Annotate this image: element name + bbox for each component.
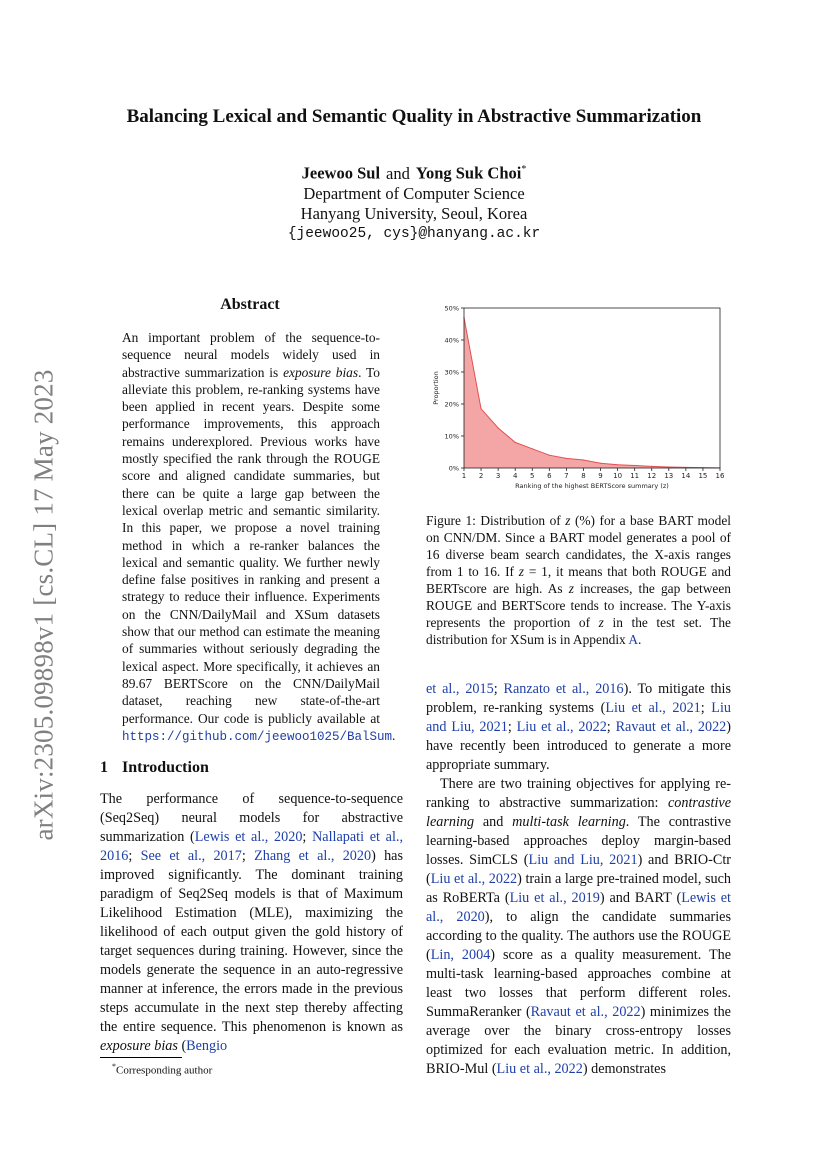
citation-link[interactable]: Lewis et al., 2020	[426, 890, 731, 925]
body-text: ;	[700, 700, 712, 716]
citation-link[interactable]: et al., 2015	[426, 681, 494, 697]
x-tick-label: 16	[715, 472, 725, 480]
intro-text: ;	[241, 848, 255, 864]
intro-text: ;	[128, 848, 141, 864]
x-tick-label: 14	[681, 472, 691, 480]
intro-text: (	[177, 1038, 187, 1054]
data-point	[532, 448, 533, 449]
data-point	[498, 427, 499, 428]
code-url-link[interactable]: https://github.com/jeewoo1025/BalSum	[122, 729, 393, 744]
body-text: ) train a large pre-trained model, such as RoBERTa (	[426, 871, 731, 906]
right-column-text	[426, 680, 731, 1079]
data-point	[617, 464, 618, 465]
citation-link[interactable]: Liu et al., 2019	[509, 890, 600, 906]
caption-variable: z	[518, 564, 525, 579]
x-tick-label: 12	[647, 472, 657, 480]
data-point	[515, 442, 516, 443]
abstract-emphasis: exposure bias	[283, 364, 359, 380]
footnote	[112, 1062, 212, 1077]
citation-link[interactable]: Lewis et al., 2020	[194, 829, 303, 845]
x-tick-label: 5	[530, 472, 535, 480]
author-email: {jeewoo25, cys}@hanyang.ac.kr	[287, 225, 541, 242]
body-text: ) score as a quality measurement. The multi-task learning-based approaches combine at least two losses that perform different roles. SummaReranker (	[426, 947, 732, 1020]
body-text: ), to align the candidate summaries according to the quality. The authors use the ROUGE (	[426, 909, 731, 963]
citation-link[interactable]: Ravaut et al., 2022	[615, 719, 727, 735]
y-tick-label: 50%	[444, 304, 459, 313]
area-fill	[464, 318, 720, 468]
x-tick-label: 11	[630, 472, 640, 480]
data-point	[583, 459, 584, 460]
citation-link[interactable]: Bengio	[186, 1038, 228, 1054]
x-tick-label: 10	[613, 472, 623, 480]
citation-link[interactable]: Zhang et al., 2020	[254, 848, 372, 864]
body-text: ;	[606, 719, 616, 735]
x-axis-label: Ranking of the highest BERTScore summary (z)	[515, 482, 669, 490]
data-point	[480, 408, 481, 409]
x-tick-label: 9	[598, 472, 603, 480]
citation-link[interactable]: Liu et al., 2021	[605, 700, 701, 716]
author-1: Jeewoo Sul	[301, 163, 381, 183]
footnote-mark: *	[112, 1062, 116, 1071]
arxiv-stamp: arXiv:2305.09898v1 [cs.CL] 17 May 2023	[28, 369, 59, 841]
affiliation-dept: Department of Computer Science	[303, 183, 525, 203]
caption-text: Figure 1: Distribution of	[426, 513, 566, 528]
body-text: There are two training objectives for applying re-ranking to abstractive summarization:	[426, 776, 731, 811]
citation-link[interactable]: Liu et al., 2022	[430, 871, 518, 887]
citation-link[interactable]: See et al., 2017	[140, 848, 242, 864]
citation-link[interactable]: Liu and Liu, 2021	[426, 700, 731, 735]
caption-text: (%) for a base BART model on CNN/DM. Since a BART model generates a pool of 16 diverse beam search candidates, the X-axis ranges from 1 to 16. If	[426, 513, 731, 579]
x-tick-label: 4	[512, 472, 518, 480]
citation-link[interactable]: Ranzato et al., 2016	[503, 681, 624, 697]
section-number: 1	[100, 759, 108, 776]
x-tick-label: 8	[581, 472, 586, 480]
figure-1-caption	[426, 512, 731, 648]
intro-text: The performance of sequence-to-sequence (Seq2Seq) neural models for abstractive summarization (	[100, 791, 403, 845]
body-text: . The contrastive learning-based approaches deploy margin-based losses. SimCLS (	[426, 814, 731, 868]
data-point	[600, 463, 601, 464]
body-emphasis: multi-task learning	[512, 814, 626, 830]
caption-variable: z	[568, 581, 574, 596]
caption-text: increases, the gap between ROUGE and BERTScore tends to increase. The Y-axis represents the proportion of	[426, 581, 731, 630]
data-point	[651, 466, 652, 467]
citation-link[interactable]: Liu and Liu, 2021	[528, 852, 638, 868]
author-2: Yong Suk Choi	[415, 163, 522, 183]
citation-link[interactable]: Liu et al., 2022	[516, 719, 607, 735]
section-heading-introduction	[100, 759, 209, 777]
section-title: Introduction	[122, 759, 209, 776]
body-text: ;	[493, 681, 504, 697]
body-text: ) demonstrates	[582, 1061, 666, 1077]
affiliation-univ: Hanyang University, Seoul, Korea	[300, 203, 528, 223]
intro-paragraph	[100, 790, 403, 1056]
intro-emphasis: exposure bias	[100, 1038, 178, 1054]
abstract-heading: Abstract	[220, 296, 280, 313]
body-text: ) and BART (	[599, 890, 682, 906]
caption-text: .	[638, 632, 642, 647]
data-point	[566, 458, 567, 459]
caption-variable: z	[565, 513, 571, 528]
y-tick-label: 30%	[444, 368, 459, 377]
caption-text: in the test set. The distribution for XSum is in Appendix	[426, 615, 731, 647]
citation-link[interactable]: Nallapati et al., 2016	[100, 829, 404, 864]
data-point	[668, 466, 669, 467]
y-axis-label: Proportion	[432, 371, 440, 405]
footnote-text: Corresponding author	[116, 1064, 213, 1077]
body-text: and	[474, 814, 513, 830]
author-and: and	[386, 163, 410, 183]
abstract-part: . To alleviate this problem, re-ranking systems have been applied in recent years. Despite some performance improvements, this approach remains underexplored. Previous works have mostly specified the rank through the ROUGE score and aligned candidate summaries, but there can be quite a large gap between the lexical overlap metric and semantic similarity. In this paper, we propose a novel training method in which a re-ranker balances the lexical and semantic quality. We further newly define false positives in ranking and present a strategy to reduce their influence. Experiments on the CNN/DailyMail and XSum datasets show that our method can estimate the meaning of summaries without seriously degrading the lexical aspect. More specifically, it achieves an 89.67 BERTScore on the CNN/DailyMail dataset, reaching new state-of-the-art performance. Our code is publicly available at	[122, 364, 380, 726]
body-text: ) and BRIO-Ctr (	[426, 852, 731, 887]
body-text: ;	[507, 719, 517, 735]
intro-text: ;	[302, 829, 313, 845]
body-text: ). To mitigate this problem, re-ranking systems (	[426, 681, 731, 716]
author-names	[0, 160, 828, 184]
right-paragraph-2	[426, 775, 731, 1079]
data-point	[549, 455, 550, 456]
intro-text: ) has improved significantly. The dominant training paradigm of Seq2Seq models is that of Maximum Likelihood Estimation (MLE), maximizing the likelihood of each output given the gold history of target sequences during training. However, since the models generate the sequence in an auto-regressive manner at inference, the errors made in the previous steps accumulate in the next step thereby affecting the entire sequence. This phenomenon is known as	[100, 848, 403, 1035]
citation-link[interactable]: Ravaut et al., 2022	[530, 1004, 641, 1020]
y-tick-label: 20%	[444, 400, 459, 409]
x-tick-label: 7	[564, 472, 569, 480]
x-tick-label: 2	[478, 472, 484, 480]
author-block	[0, 160, 828, 244]
y-tick-label: 40%	[444, 336, 459, 345]
body-text: ) minimizes the average over the binary cross-entropy losses optimized for each evaluation metric. In addition, BRIO-Mul (	[426, 1004, 731, 1077]
body-text: ) have recently been introduced to generate a more appropriate summary.	[426, 719, 731, 773]
appendix-link[interactable]: A	[628, 632, 639, 647]
citation-link[interactable]: Lin, 2004	[430, 947, 491, 963]
x-tick-label: 1	[461, 472, 467, 480]
abstract-text	[122, 329, 396, 746]
figure-1-chart	[420, 298, 740, 498]
caption-text: = 1, it means that both ROUGE and BERTscore are high. As	[426, 564, 731, 596]
footnote-rule	[100, 1057, 182, 1058]
y-tick-label: 10%	[444, 432, 459, 441]
x-tick-label: 6	[547, 472, 552, 480]
right-paragraph-1	[426, 681, 731, 773]
citation-link[interactable]: Liu et al., 2022	[496, 1061, 583, 1077]
paper-title: Balancing Lexical and Semantic Quality in Abstractive Summarization	[126, 106, 702, 127]
y-tick-label: 0%	[448, 464, 459, 473]
x-tick-label: 3	[495, 472, 501, 480]
abstract-part: .	[392, 727, 396, 743]
abstract-part: An important problem of the sequence-to-sequence neural models widely used in abstractive summarization is	[122, 330, 380, 380]
body-emphasis: contrastive learning	[426, 795, 731, 830]
caption-variable: z	[598, 615, 604, 630]
x-tick-label: 15	[698, 472, 708, 480]
data-point	[634, 465, 635, 466]
x-tick-label: 13	[664, 472, 674, 480]
corresponding-mark: *	[521, 164, 527, 175]
